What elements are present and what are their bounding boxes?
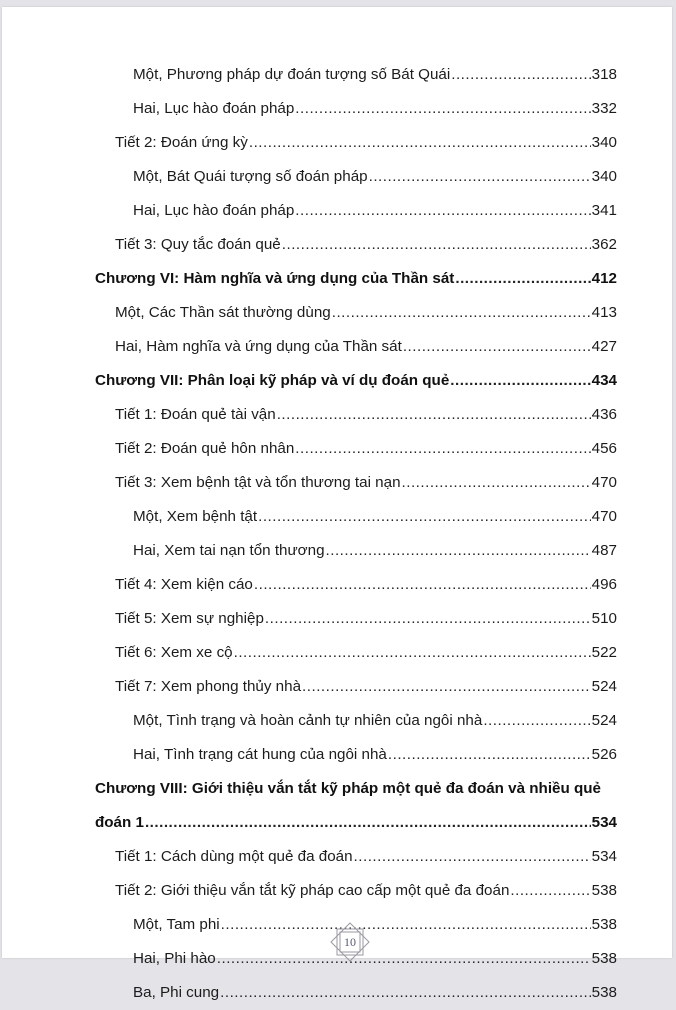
toc-entry <box>95 500 617 534</box>
toc-entry <box>95 160 617 194</box>
toc-entry-page: 522 <box>591 644 617 661</box>
toc-entry-page: 538 <box>591 984 617 1001</box>
toc-entry-title: Một, Xem bệnh tật <box>133 508 258 525</box>
toc-entry-title: Một, Phương pháp dự đoán tượng số Bát Quái <box>133 66 451 83</box>
dot-leader <box>451 58 590 92</box>
toc-entry <box>95 976 617 1010</box>
dot-leader <box>326 534 591 568</box>
page-number-ornament <box>329 921 371 963</box>
toc-entry-page: 524 <box>591 712 617 729</box>
dot-leader <box>249 126 591 160</box>
toc-chapter-entry-line1 <box>95 772 617 806</box>
toc-entry <box>95 126 617 160</box>
toc-entry <box>95 840 617 874</box>
table-of-contents <box>95 58 617 1010</box>
toc-entry-page: 487 <box>591 542 617 559</box>
toc-entry-title-line1: Chương VIII: Giới thiệu vắn tắt kỹ pháp một quẻ đa đoán và nhiều quẻ <box>95 780 601 797</box>
toc-entry-title: Một, Tam phi <box>133 916 220 933</box>
toc-entry <box>95 330 617 364</box>
toc-entry-title: Tiết 6: Xem xe cộ <box>115 644 233 661</box>
toc-entry <box>95 704 617 738</box>
toc-entry <box>95 58 617 92</box>
toc-entry-title: Hai, Xem tai nạn tổn thương <box>133 542 325 559</box>
dot-leader <box>258 500 591 534</box>
toc-entry-title: đoán 1 <box>95 814 144 831</box>
toc-entry-page: 434 <box>591 372 617 389</box>
dot-leader <box>332 296 591 330</box>
toc-entry-title: Tiết 7: Xem phong thủy nhà <box>115 678 302 695</box>
dot-leader <box>295 194 590 228</box>
toc-entry-title: Một, Bát Quái tượng số đoán pháp <box>133 168 368 185</box>
toc-entry <box>95 602 617 636</box>
dot-leader <box>221 908 591 942</box>
dot-leader <box>220 976 591 1010</box>
toc-entry-title: Hai, Phi hào <box>133 950 216 967</box>
toc-entry-page: 526 <box>591 746 617 763</box>
dot-leader <box>388 738 591 772</box>
dot-leader <box>277 398 591 432</box>
toc-entry-title: Ba, Phi cung <box>133 984 220 1001</box>
dot-leader <box>265 602 591 636</box>
toc-entry <box>95 670 617 704</box>
dot-leader <box>354 840 591 874</box>
dot-leader <box>217 942 591 976</box>
toc-entry <box>95 466 617 500</box>
toc-entry-page: 340 <box>591 168 617 185</box>
toc-entry-page: 538 <box>591 916 617 933</box>
toc-entry-page: 427 <box>591 338 617 355</box>
toc-entry-page: 341 <box>591 202 617 219</box>
toc-entry-page: 340 <box>591 134 617 151</box>
dot-leader <box>302 670 591 704</box>
dot-leader <box>254 568 591 602</box>
page-number: 10 <box>344 935 356 949</box>
dot-leader <box>403 330 591 364</box>
toc-entry <box>95 92 617 126</box>
toc-entry-title: Tiết 2: Giới thiệu vắn tắt kỹ pháp cao cấp một quẻ đa đoán <box>115 882 510 899</box>
toc-entry <box>95 228 617 262</box>
toc-entry <box>95 432 617 466</box>
toc-entry <box>95 874 617 908</box>
toc-entry-title: Tiết 3: Xem bệnh tật và tổn thương tai nạn <box>115 474 401 491</box>
toc-entry-page: 456 <box>591 440 617 457</box>
toc-entry-page: 524 <box>591 678 617 695</box>
dot-leader <box>282 228 591 262</box>
toc-entry <box>95 296 617 330</box>
toc-chapter-entry <box>95 262 617 296</box>
dot-leader <box>145 806 591 840</box>
toc-entry <box>95 398 617 432</box>
toc-entry-title: Hai, Hàm nghĩa và ứng dụng của Thần sát <box>115 338 402 355</box>
toc-entry-title: Một, Các Thần sát thường dùng <box>115 304 331 321</box>
toc-entry <box>95 738 617 772</box>
toc-entry-page: 534 <box>591 814 617 831</box>
toc-entry-title: Chương VI: Hàm nghĩa và ứng dụng của Thần sát <box>95 270 455 287</box>
toc-chapter-entry-line2 <box>95 806 617 840</box>
toc-entry-page: 510 <box>591 610 617 627</box>
toc-entry-title: Tiết 1: Cách dùng một quẻ đa đoán <box>115 848 353 865</box>
dot-leader <box>450 364 590 398</box>
dot-leader <box>455 262 590 296</box>
dot-leader <box>510 874 590 908</box>
toc-entry-page: 496 <box>591 576 617 593</box>
toc-entry-title: Tiết 1: Đoán quẻ tài vận <box>115 406 276 423</box>
toc-entry-page: 538 <box>591 950 617 967</box>
toc-entry <box>95 568 617 602</box>
toc-entry-title: Tiết 3: Quy tắc đoán quẻ <box>115 236 281 253</box>
toc-entry-title: Chương VII: Phân loại kỹ pháp và ví dụ đoán quẻ <box>95 372 450 389</box>
toc-entry-title: Hai, Lục hào đoán pháp <box>133 100 295 117</box>
toc-entry-page: 534 <box>591 848 617 865</box>
toc-entry-title: Hai, Lục hào đoán pháp <box>133 202 295 219</box>
toc-entry-page: 318 <box>591 66 617 83</box>
dot-leader <box>295 432 590 466</box>
dot-leader <box>234 636 591 670</box>
toc-entry <box>95 636 617 670</box>
toc-entry-title: Hai, Tình trạng cát hung của ngôi nhà <box>133 746 387 763</box>
toc-entry-title: Tiết 4: Xem kiện cáo <box>115 576 253 593</box>
dot-leader <box>402 466 591 500</box>
toc-chapter-entry <box>95 364 617 398</box>
toc-entry <box>95 194 617 228</box>
toc-entry-page: 362 <box>591 236 617 253</box>
toc-entry-title: Một, Tình trạng và hoàn cảnh tự nhiên của ngôi nhà <box>133 712 483 729</box>
toc-entry-page: 470 <box>591 474 617 491</box>
toc-entry-page: 332 <box>591 100 617 117</box>
toc-entry-title: Tiết 2: Đoán quẻ hôn nhân <box>115 440 295 457</box>
toc-entry-page: 413 <box>591 304 617 321</box>
document-page <box>2 7 672 1001</box>
dot-leader <box>483 704 590 738</box>
toc-entry <box>95 534 617 568</box>
toc-entry-title: Tiết 5: Xem sự nghiệp <box>115 610 264 627</box>
toc-entry-page: 436 <box>591 406 617 423</box>
toc-entry-page: 470 <box>591 508 617 525</box>
dot-leader <box>295 92 590 126</box>
toc-entry-page: 412 <box>591 270 617 287</box>
toc-entry-title: Tiết 2: Đoán ứng kỳ <box>115 134 248 151</box>
toc-entry-page: 538 <box>591 882 617 899</box>
dot-leader <box>369 160 591 194</box>
